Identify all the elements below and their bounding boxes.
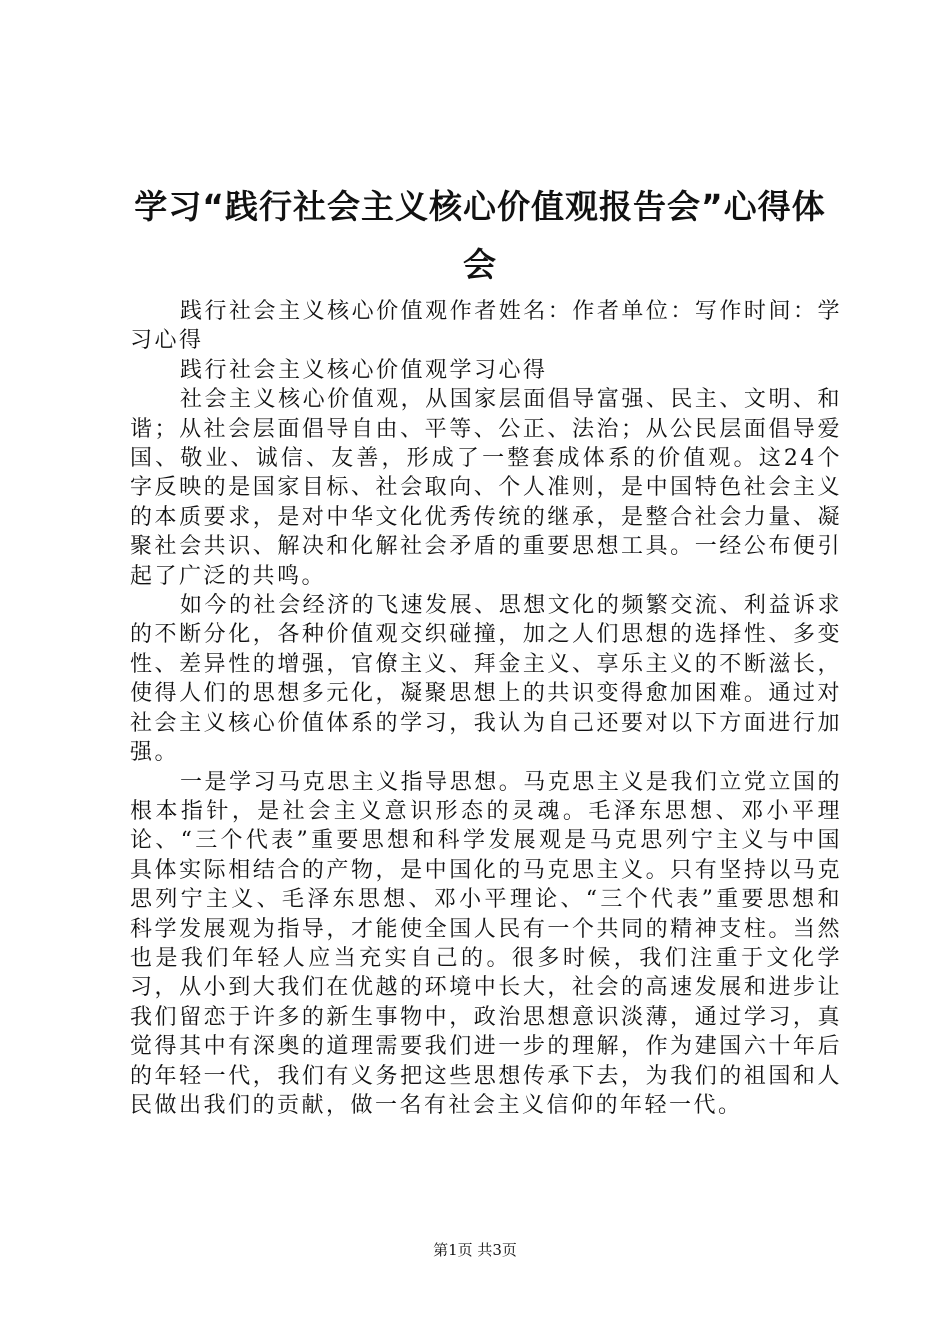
paragraph-subtitle: 践行社会主义核心价值观学习心得 <box>180 357 548 383</box>
page-footer: 第1页 共3页 <box>433 1241 517 1259</box>
paragraph-core-values: 社会主义核心价值观，从国家层面倡导富强、民主、文明、和谐；从社会层面倡导自由、平等、公正、法治；从公民层面倡导爱国、敬业、诚信、友善，形成了一整套成体系的价值观。这24个字反映的是国家目标、社会取向、个人准则，是中国特色社会主义的本质要求，是对中华文化优秀传统的继承，是整合社会力量、凝聚社会共识、解决和化解社会矛盾的重要思想工具。一经公布便引起了广泛的共鸣。 <box>130 387 842 589</box>
paragraph-social-context: 如今的社会经济的飞速发展、思想文化的频繁交流、利益诉求的不断分化，各种价值观交织碰撞，加之人们思想的选择性、多变性、差异性的增强，官僚主义、拜金主义、享乐主义的不断滋长，使得人们的思想多元化，凝聚思想上的共识变得愈加困难。通过对社会主义核心价值体系的学习，我认为自己还要对以下方面进行加强。 <box>130 593 842 766</box>
document-body <box>130 297 842 1120</box>
document-title: 学习“践行社会主义核心价值观报告会”心得体会 <box>134 187 826 284</box>
paragraph-meta: 践行社会主义核心价值观作者姓名：作者单位：写作时间：学习心得 <box>130 299 842 354</box>
paragraph-marxism-study: 一是学习马克思主义指导思想。马克思主义是我们立党立国的根本指针，是社会主义意识形态的灵魂。毛泽东思想、邓小平理论、“三个代表”重要思想和科学发展观是马克思列宁主义与中国具体实际相结合的产物，是中国化的马克思主义。只有坚持以马克思列宁主义、毛泽东思想、邓小平理论、“三个代表”重要思想和科学发展观为指导，才能使全国人民有一个共同的精神支柱。当然也是我们年轻人应当充实自己的。很多时候，我们注重于文化学习，从小到大我们在优越的环境中长大，社会的高速发展和进步让我们留恋于许多的新生事物中，政治思想意识淡薄，通过学习，真觉得其中有深奥的道理需要我们进一步的理解，作为建国六十年后的年轻一代，我们有义务把这些思想传承下去，为我们的祖国和人民做出我们的贡献，做一名有社会主义信仰的年轻一代。 <box>130 769 842 1118</box>
